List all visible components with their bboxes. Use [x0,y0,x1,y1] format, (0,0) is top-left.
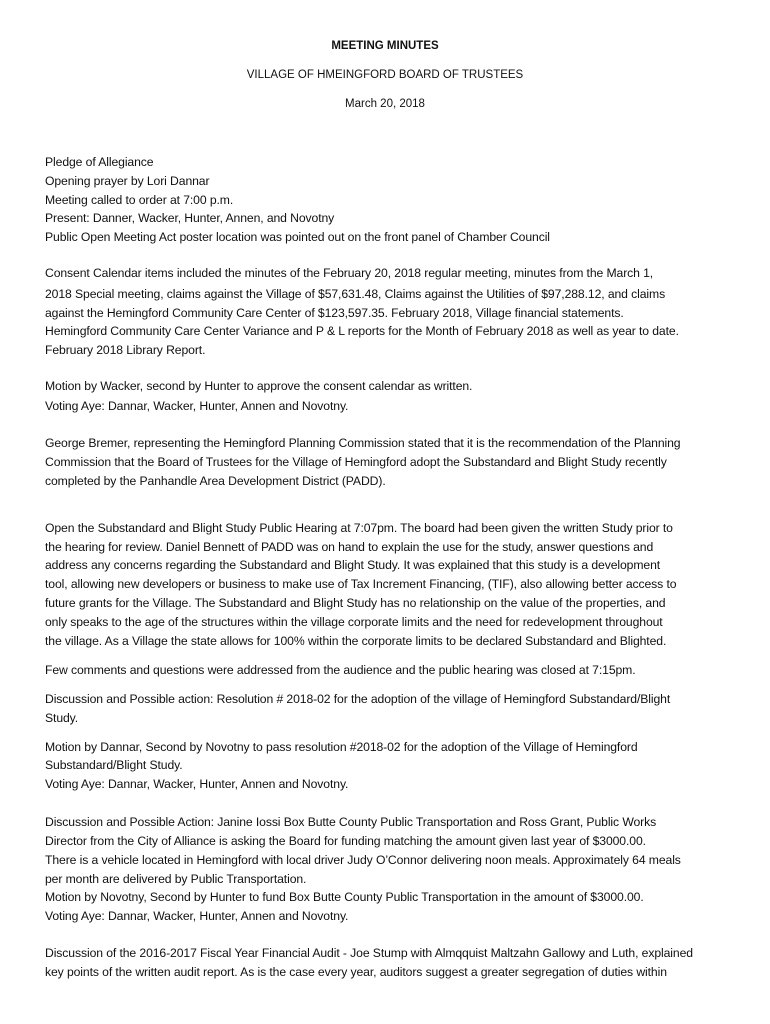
text-line: the hearing for review. Daniel Bennett of PADD was on hand to explain the use for the study, answer questions and [45,540,654,554]
text-line: Meeting called to order at 7:00 p.m. [45,193,234,207]
text-line: tool, allowing new developers or business to make use of Tax Increment Financing, (TIF), also allowing better access to [45,577,677,591]
text-line: Discussion and Possible Action: Janine Iossi Box Butte County Public Transportation and Ross Grant, Public Works [45,815,657,829]
text-line: Voting Aye: Dannar, Wacker, Hunter, Annen and Novotny. [45,909,349,923]
text-line: Director from the City of Alliance is asking the Board for funding matching the amount given last year of $3000.00. [45,834,646,848]
text-line: key points of the written audit report. As is the case every year, auditors suggest a greater segregation of duties within [45,965,667,979]
text-line: future grants for the Village. The Substandard and Blight Study has no relationship on the value of the properties, and [45,596,666,610]
text-line: Open the Substandard and Blight Study Public Hearing at 7:07pm. The board had been given the written Study prior to [45,521,673,535]
text-line: Consent Calendar items included the minutes of the February 20, 2018 regular meeting, minutes from the March 1, [45,266,654,280]
text-line: February 2018 Library Report. [45,343,206,357]
text-line: against the Hemingford Community Care Center of $123,597.35. February 2018, Village financial statements. [45,306,624,320]
text-line: Motion by Novotny, Second by Hunter to fund Box Butte County Public Transportation in the amount of $3000.00. [45,890,644,904]
text-line: Few comments and questions were addressed from the audience and the public hearing was closed at 7:15pm. [45,663,636,677]
text-line: Discussion of the 2016-2017 Fiscal Year Financial Audit - Joe Stump with Almqquist Maltzahn Gallowy and Luth, explained [45,946,693,960]
text-line: Hemingford Community Care Center Variance and P & L reports for the Month of February 2018 as well as year to date. [45,324,679,338]
text-line: 2018 Special meeting, claims against the Village of $57,631.48, Claims against the Utilities of $97,288.12, and claims [45,287,666,301]
text-line: only speaks to the age of the structures within the village corporate limits and the need for redevelopment throughout [45,615,663,629]
text-line: Public Open Meeting Act poster location was pointed out on the front panel of Chamber Council [45,230,550,244]
text-line: the village. As a Village the state allows for 100% within the corporate limits to be declared Substandard and Blighted. [45,634,667,648]
text-line: Study. [45,711,79,725]
text-line: completed by the Panhandle Area Development District (PADD). [45,474,386,488]
text-line: Present: Danner, Wacker, Hunter, Annen, and Novotny [45,211,335,225]
text-line: Opening prayer by Lori Dannar [45,174,210,188]
text-line: per month are delivered by Public Transportation. [45,872,307,886]
text-line: Voting Aye: Dannar, Wacker, Hunter, Annen and Novotny. [45,399,349,413]
text-line: Substandard/Blight Study. [45,758,183,772]
text-line: Commission that the Board of Trustees for the Village of Hemingford adopt the Substandard and Blight Study recently [45,455,667,469]
text-line: Motion by Wacker, second by Hunter to approve the consent calendar as written. [45,379,473,393]
text-line: George Bremer, representing the Hemingford Planning Commission stated that it is the recommendation of the Planning [45,436,681,450]
text-line: Motion by Dannar, Second by Novotny to pass resolution #2018-02 for the adoption of the Village of Hemingford [45,740,638,754]
text-line: Discussion and Possible action: Resolution # 2018-02 for the adoption of the village of Hemingford Substandard/Blight [45,692,671,706]
document-title: MEETING MINUTES [331,40,439,52]
text-line: Pledge of Allegiance [45,155,154,169]
text-line: address any concerns regarding the Substandard and Blight Study. It was explained that this study is a development [45,558,661,572]
text-line: Voting Aye: Dannar, Wacker, Hunter, Annen and Novotny. [45,777,349,791]
text-line: There is a vehicle located in Hemingford with local driver Judy O’Connor delivering noon meals. Approximately 64 meals [45,853,681,867]
document-subtitle: VILLAGE OF HMEINGFORD BOARD OF TRUSTEES [246,69,524,81]
meeting-date: March 20, 2018 [345,98,425,110]
